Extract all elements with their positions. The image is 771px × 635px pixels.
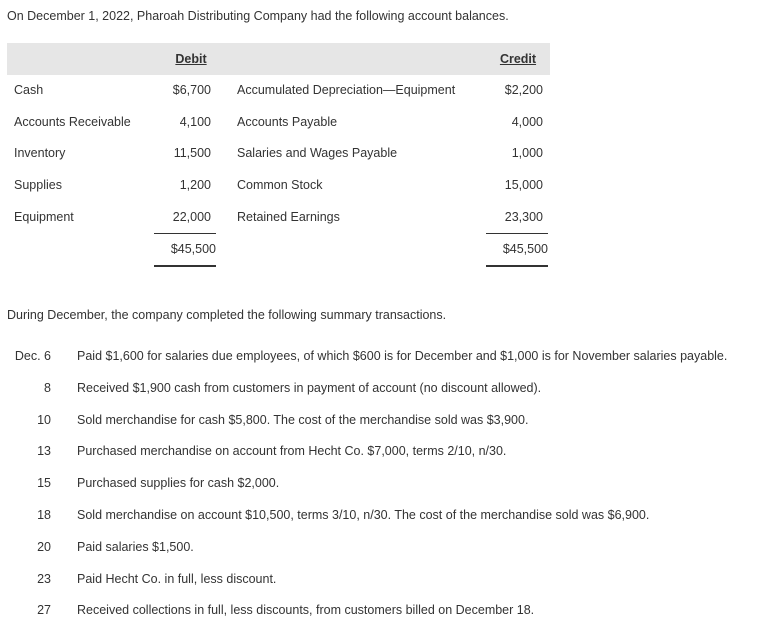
transaction-description: Received collections in full, less discounts, from customers billed on December 18. [77,603,535,618]
credit-total: $45,500 [486,233,548,267]
credit-amount: 4,000 [511,114,543,129]
intro-text: On December 1, 2022, Pharoah Distributing Company had the following account balances. [7,9,509,23]
credit-account: Common Stock [237,178,323,193]
list-item [0,349,771,381]
debit-account: Supplies [14,178,62,193]
debit-amount: 11,500 [173,146,211,161]
transaction-description: Paid salaries $1,500. [77,539,194,554]
transaction-date: 18 [37,507,51,522]
debit-account: Cash [14,83,44,97]
transaction-description: Purchased supplies for cash $2,000. [77,476,280,491]
list-item [0,381,771,413]
transaction-date: 10 [37,412,51,427]
debit-amount: 22,000 [172,209,211,224]
transaction-date: 8 [44,380,51,395]
transaction-description: Paid $1,600 for salaries due employees, of which $600 is for December and $1,000 is for November salaries payable. [77,349,728,363]
credit-amount: 15,000 [504,178,543,193]
debit-amount: $6,700 [172,83,211,97]
list-item [0,540,771,572]
transaction-date: 20 [37,539,51,554]
transaction-description: Paid Hecht Co. in full, less discount. [77,571,277,586]
transaction-date: 15 [37,476,51,491]
debit-amount: 4,100 [179,114,211,129]
credit-amount: 23,300 [504,209,543,224]
table-row [7,170,550,202]
table-row [7,107,550,139]
credit-account: Salaries and Wages Payable [237,146,398,161]
table-row [7,75,550,107]
credit-account: Accounts Payable [237,114,338,129]
list-item [0,508,771,540]
account-balances-table [7,43,550,265]
totals-row [7,233,550,265]
credit-account: Accumulated Depreciation—Equipment [237,83,456,97]
credit-amount: 1,000 [511,146,543,161]
table-row [7,138,550,170]
credit-amount: $2,200 [504,83,543,97]
transaction-description: Sold merchandise on account $10,500, terms 3/10, n/30. The cost of the merchandise sold was $6,900. [77,507,650,522]
list-item [0,572,771,604]
list-item [0,603,771,635]
transaction-description: Received $1,900 cash from customers in payment of account (no discount allowed). [77,380,542,395]
table-header [7,43,550,75]
transaction-date: Dec. 6 [14,349,51,363]
debit-account: Equipment [14,209,74,224]
debit-header: Debit [175,52,207,66]
list-item [0,444,771,476]
transaction-description: Purchased merchandise on account from Hecht Co. $7,000, terms 2/10, n/30. [77,444,507,459]
credit-header: Credit [499,52,537,66]
list-item [0,476,771,508]
transaction-description: Sold merchandise for cash $5,800. The cost of the merchandise sold was $3,900. [77,412,529,427]
debit-account: Accounts Receivable [14,114,131,129]
credit-account: Retained Earnings [237,209,340,224]
transactions-list [0,349,771,635]
debit-total: $45,500 [154,233,216,267]
debit-amount: 1,200 [179,178,211,193]
transaction-date: 23 [37,571,51,586]
debit-account: Inventory [14,146,66,161]
transaction-date: 27 [37,603,51,618]
table-row [7,202,550,234]
transactions-intro: During December, the company completed the following summary transactions. [7,308,447,322]
list-item [0,413,771,445]
transaction-date: 13 [37,444,51,459]
